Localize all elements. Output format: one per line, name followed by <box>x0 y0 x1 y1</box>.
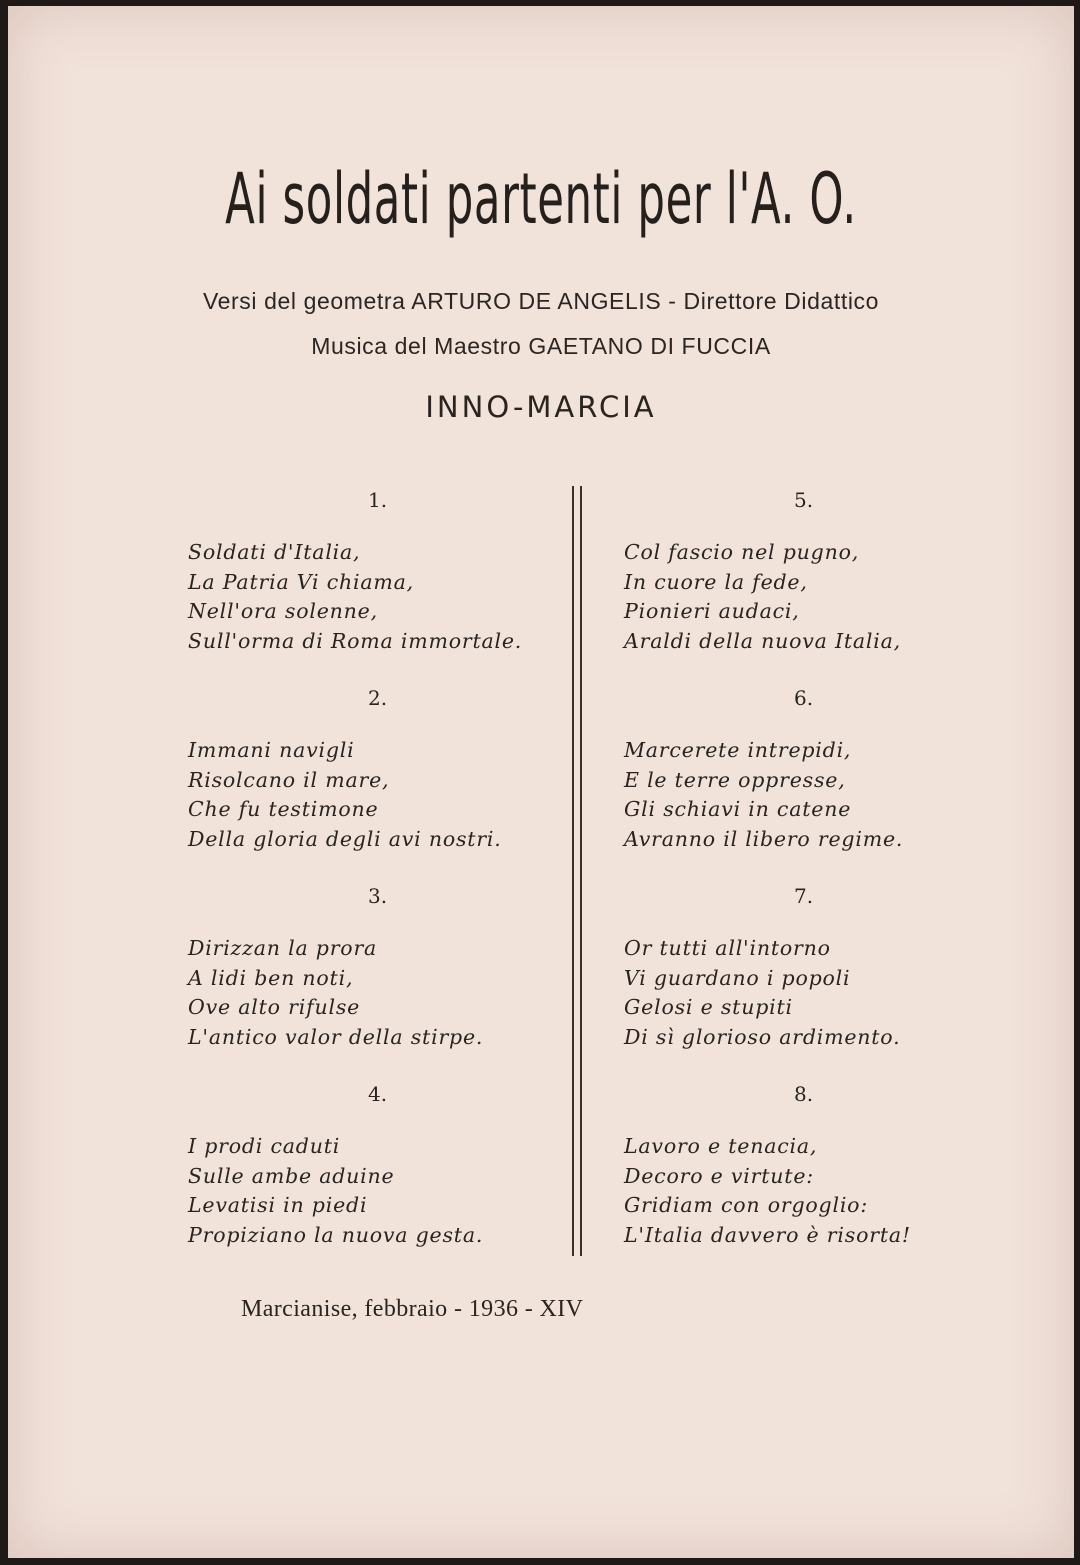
stanza-5 <box>614 476 994 674</box>
stanza-number: 8. <box>794 1082 814 1106</box>
verse-line: Ove alto rifulse <box>188 995 361 1019</box>
verse-line: Marcerete intrepidi, <box>624 738 852 762</box>
left-column <box>178 476 558 1268</box>
stanza-lines <box>188 736 502 854</box>
verse-line: L'Italia davvero è risorta! <box>624 1222 911 1247</box>
stanza-3 <box>178 872 558 1070</box>
verse-line: Risolcano il mare, <box>188 767 390 792</box>
document-subtitle: INNO-MARCIA <box>425 390 657 424</box>
verse-line: Sulle ambe aduine <box>188 1163 395 1188</box>
verse-line: Gli schiavi in catene <box>624 797 852 821</box>
stanza-8 <box>614 1070 994 1268</box>
verse-line: Gelosi e stupiti <box>624 995 793 1019</box>
stanza-number: 1. <box>368 488 388 512</box>
verse-line: Or tutti all'intorno <box>624 936 831 960</box>
music-credit: Musica del Maestro GAETANO DI FUCCIA <box>311 333 771 359</box>
verse-line: Col fascio nel pugno, <box>624 540 860 564</box>
right-column <box>614 476 994 1268</box>
verse-line: Pionieri audaci, <box>624 599 800 623</box>
verse-line: Della gloria degli avi nostri. <box>188 826 502 851</box>
stanza-lines <box>624 934 900 1052</box>
stanza-lines <box>624 736 903 854</box>
document-page <box>8 6 1074 1558</box>
verse-line: Vi guardano i popoli <box>624 965 851 990</box>
verse-line: Nell'ora solenne, <box>188 599 378 623</box>
stanza-number: 4. <box>368 1082 388 1106</box>
stanza-number: 2. <box>368 686 388 710</box>
verse-line: In cuore la fede, <box>624 569 808 594</box>
stanza-lines <box>188 538 522 656</box>
verse-line: Lavoro e tenacia, <box>624 1134 818 1158</box>
stanza-1 <box>178 476 558 674</box>
verse-line: Decoro e virtute: <box>624 1163 814 1188</box>
stanza-6 <box>614 674 994 872</box>
verse-line: Di sì glorioso ardimento. <box>624 1024 901 1049</box>
verse-line: E le terre oppresse, <box>624 767 846 792</box>
verse-line: Che fu testimone <box>188 797 379 821</box>
stanza-lines <box>188 1132 483 1250</box>
stanza-number: 5. <box>794 488 814 512</box>
verse-line: Avranno il libero regime. <box>624 826 904 851</box>
stanza-number: 3. <box>368 884 388 908</box>
place-date-footer: Marcianise, febbraio - 1936 - XIV <box>241 1296 584 1322</box>
verse-line: Propiziano la nuova gesta. <box>188 1222 484 1247</box>
verse-line: A lidi ben noti, <box>188 965 354 990</box>
stanza-7 <box>614 872 994 1070</box>
verse-line: Sull'orma di Roma immortale. <box>188 628 523 653</box>
stanza-2 <box>178 674 558 872</box>
verse-line: La Patria Vi chiama, <box>188 569 414 594</box>
column-divider-line <box>572 486 574 1256</box>
verse-line: I prodi caduti <box>188 1134 341 1158</box>
verse-line: Immani navigli <box>188 738 355 762</box>
verse-line: Levatisi in piedi <box>188 1193 368 1217</box>
stanza-lines <box>624 1132 911 1250</box>
verse-line: Dirizzan la prora <box>188 936 378 960</box>
verse-line: Gridiam con orgoglio: <box>624 1193 869 1217</box>
verses-credit: Versi del geometra ARTURO DE ANGELIS - Direttore Didattico <box>202 288 880 314</box>
stanza-4 <box>178 1070 558 1268</box>
document-title: Ai soldati partenti per l'A. O. <box>225 158 857 240</box>
verse-line: L'antico valor della stirpe. <box>188 1024 484 1049</box>
verse-line: Araldi della nuova Italia, <box>624 628 901 653</box>
stanza-number: 6. <box>794 686 814 710</box>
stanza-lines <box>624 538 901 656</box>
verse-line: Soldati d'Italia, <box>188 540 361 564</box>
stanza-number: 7. <box>794 884 814 908</box>
column-divider-line <box>580 486 582 1256</box>
stanza-lines <box>188 934 483 1052</box>
